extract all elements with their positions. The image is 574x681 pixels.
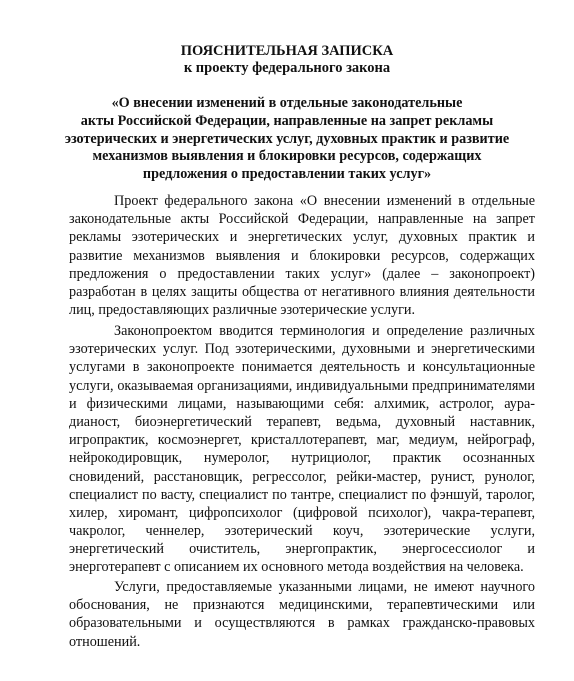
law-title-line: предложения о предоставлении таких услуг»	[142, 166, 432, 183]
law-title	[0, 95, 574, 184]
text-line: Проект федерального закона «О внесении изменений в отдельные	[114, 193, 535, 209]
text-line: обоснования, не признаются медицинскими, терапевтическими или	[69, 597, 535, 614]
law-title-line: акты Российской Федерации, направленные на запрет рекламы	[80, 112, 494, 129]
law-title-line: механизмов выявления и блокировки ресурсов, содержащих	[92, 148, 482, 165]
law-title-line: «О внесении изменений в отдельные законодательные	[111, 95, 463, 111]
text-line: развитие механизмов выявления и блокировки ресурсов, содержащих	[69, 247, 535, 264]
paragraph-no-scientific-basis	[69, 578, 535, 651]
text-line: сновидений, расстановщик, регрессолог, рейки-мастер, рунист, рунолог,	[69, 468, 535, 485]
text-line: образовательными и осуществляются в рамках гражданско-правовых	[69, 615, 535, 632]
text-line: энергетический очиститель, энергопрактик, энергосессиолог и	[69, 541, 535, 558]
text-line: чакролог, ченнелер, эзотерический коуч, эзотерические услуги,	[69, 523, 535, 540]
text-line: дианост, биоэнергетический терапевт, ведьма, духовный наставник,	[69, 413, 535, 430]
law-title-line: эзотерических и энергетических услуг, духовных практик и развитие	[64, 130, 510, 147]
text-line: эзотерических услуг. Под эзотерическими, духовными и энергетическими	[69, 341, 535, 358]
text-line: хилер, хиромант, цифропсихолог (цифровой психолог), чакра-терапевт,	[69, 504, 535, 521]
document-subtitle: к проекту федерального закона	[183, 60, 391, 76]
paragraph-purpose	[69, 192, 535, 319]
paragraph-terminology	[69, 322, 535, 577]
text-line: нейрокодировщик, нумеролог, нутрициолог, практик осознанных	[69, 450, 535, 467]
text-line: игропрактик, космоэнергет, кристаллотерапевт, маг, медиум, нейрограф,	[69, 432, 535, 449]
text-line: Услуги, предоставляемые указанными лицами, не имеют научного	[114, 579, 535, 595]
text-line: рекламы эзотерических и энергетических услуг, духовных практик и	[69, 229, 535, 246]
text-line: специалист по васту, специалист по тантре, специалист по фэншуй, таролог,	[69, 486, 535, 503]
text-line: законодательные акты Российской Федерации, направленные на запрет	[69, 211, 535, 228]
text-line: и физическими лицами, называющими себя: алхимик, астролог, аура-	[69, 395, 535, 412]
text-line: лиц, предоставляющих различные эзотерические услуги.	[69, 302, 416, 319]
text-line: услуги, оказываемая организациями, индивидуальными предпринимателями	[69, 377, 535, 394]
text-line: энерготерапевт с описанием их основного метода воздействия на человека.	[69, 559, 524, 576]
text-line: Законопроектом вводится терминология и определение различных	[114, 323, 535, 339]
text-line: разработан в целях защиты общества от негативного влияния деятельности	[69, 283, 535, 300]
text-line: предложения о предоставлении таких услуг» (далее – законопроект)	[69, 265, 535, 282]
document-title: ПОЯСНИТЕЛЬНАЯ ЗАПИСКА	[180, 43, 394, 59]
text-line: услугами в законопроекте понимается деятельность и консультационные	[69, 359, 535, 376]
text-line: отношений.	[69, 633, 141, 650]
